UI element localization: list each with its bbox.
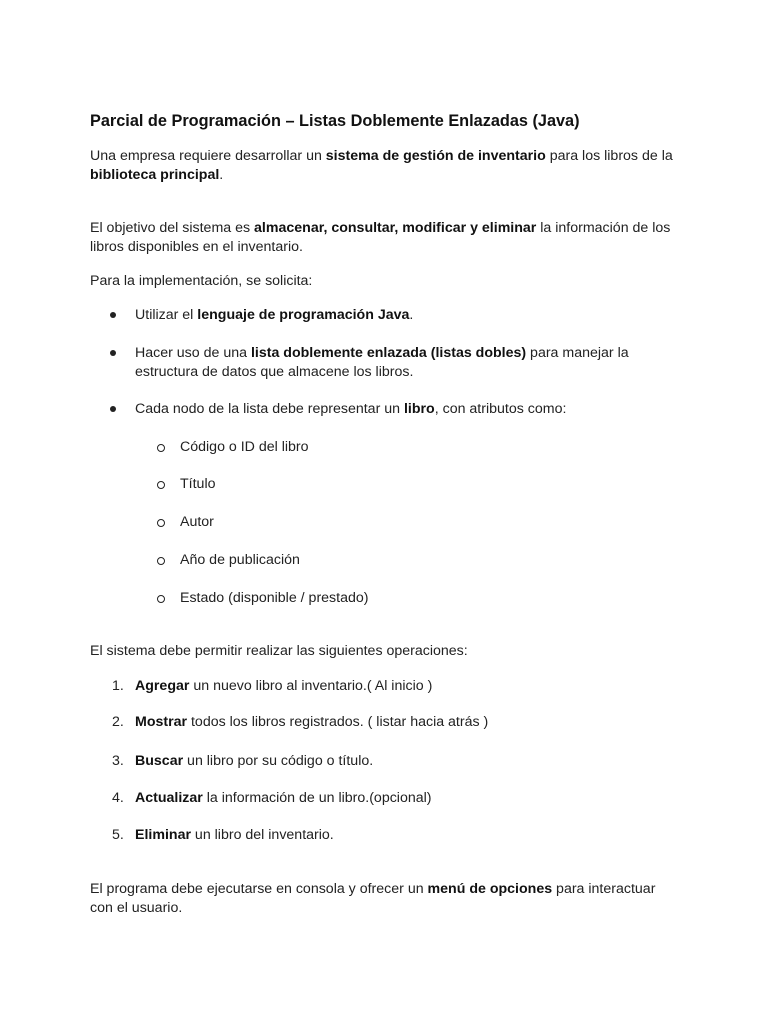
operation-text: Eliminar un libro del inventario. xyxy=(135,827,334,843)
closing-text: para interactuar con el usuario. xyxy=(90,881,656,916)
hollow-bullet-icon xyxy=(157,438,169,458)
closing-emphasis: menú de opciones xyxy=(427,881,553,897)
list-number: 1. xyxy=(112,678,124,694)
objective-text: El objetivo del sistema es xyxy=(90,220,255,236)
operations-lead: El sistema debe permitir realizar las siguientes operaciones: xyxy=(90,643,468,659)
hollow-bullet-icon xyxy=(157,589,169,609)
intro-text: para los libros de la xyxy=(545,148,673,164)
objective-emphasis: almacenar, consultar, modificar y eliminar xyxy=(254,220,537,236)
requirement-text: Cada nodo de la lista debe representar un libro, con atributos como: xyxy=(135,401,567,417)
operation-text: Actualizar la información de un libro.(opcional) xyxy=(135,790,432,806)
attribute-text: Código o ID del libro xyxy=(180,439,309,455)
objective-text: la información de los libros disponibles en el inventario. xyxy=(90,220,671,255)
list-number: 4. xyxy=(112,790,124,806)
attribute-text: Estado (disponible / prestado) xyxy=(180,590,369,606)
hollow-bullet-icon xyxy=(157,551,169,571)
intro-emphasis: biblioteca principal xyxy=(90,167,220,183)
intro-emphasis: sistema de gestión de inventario xyxy=(325,148,546,164)
hollow-bullet-icon xyxy=(157,475,169,495)
closing-text: El programa debe ejecutarse en consola y ofrecer un xyxy=(90,881,428,897)
list-number: 3. xyxy=(112,753,124,769)
operation-text: Buscar un libro por su código o título. xyxy=(135,753,374,769)
attribute-text: Título xyxy=(180,476,216,492)
hollow-bullet-icon xyxy=(157,513,169,533)
closing-paragraph xyxy=(90,880,680,918)
bullet-icon xyxy=(110,400,122,419)
attribute-text: Autor xyxy=(180,514,214,530)
attribute-text: Año de publicación xyxy=(180,552,300,568)
bullet-icon xyxy=(110,344,122,363)
requirement-text: Hacer uso de una lista doblemente enlazada (listas dobles) para manejar la estructura de datos que almacene los libros. xyxy=(135,345,629,380)
bullet-icon xyxy=(110,306,122,325)
page-title: Parcial de Programación – Listas Doblemente Enlazadas (Java) xyxy=(90,112,580,130)
requirement-text: Utilizar el lenguaje de programación Java. xyxy=(135,307,414,323)
operation-text: Agregar un nuevo libro al inventario.( Al inicio ) xyxy=(135,678,433,694)
intro-paragraph xyxy=(90,147,680,185)
intro-text: Una empresa requiere desarrollar un xyxy=(90,148,326,164)
intro-text: . xyxy=(219,167,224,183)
operation-text: Mostrar todos los libros registrados. ( listar hacia atrás ) xyxy=(135,714,489,730)
implementation-lead: Para la implementación, se solicita: xyxy=(90,273,313,289)
list-number: 2. xyxy=(112,714,124,730)
objective-paragraph xyxy=(90,219,680,257)
list-number: 5. xyxy=(112,827,124,843)
